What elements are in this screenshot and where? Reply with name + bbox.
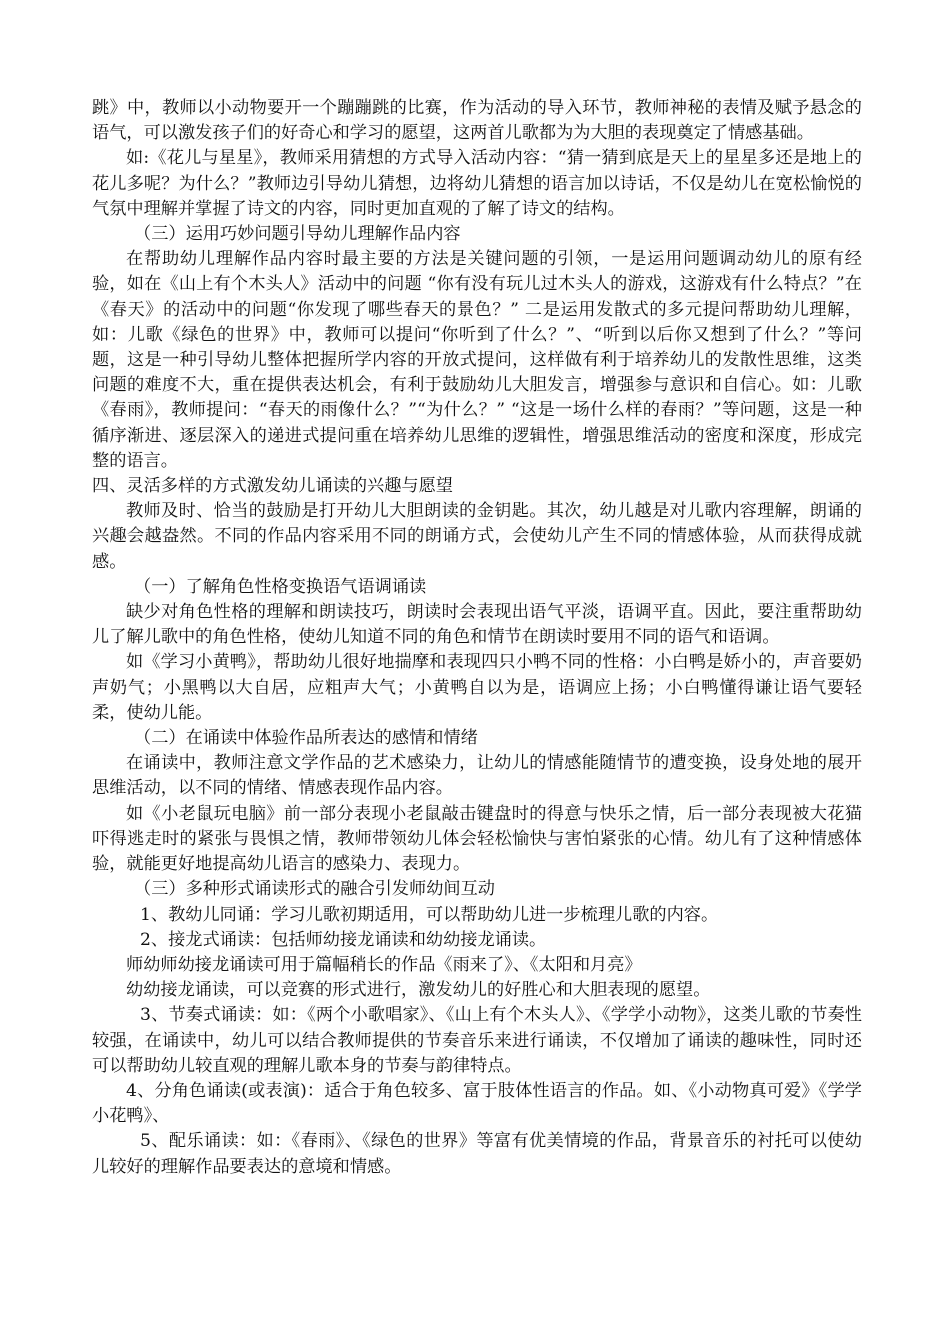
subheading-3-forms: （三）多种形式诵读形式的融合引发师幼间互动 <box>134 879 495 900</box>
paragraph-artistic-appeal: 在诵读中，教师注意文学作品的艺术感染力，让幼儿的情感能随情节的遭变换，设身处地的展开思维活动，以不同的情绪、情感表现作品内容。 <box>92 753 862 799</box>
subheading-2-emotion: （二）在诵读中体验作品所表达的感情和情绪 <box>134 728 478 749</box>
paragraph-flowers-and-stars: 如:《花儿与星星》，教师采用猜想的方式导入活动内容：“猜一猜到底是天上的星星多还是地上的花儿多呢？为什么？”教师边引导幼儿猜想，边将幼儿猜想的语言加以诗话，不仅是幼儿在宽松愉悦的气氛中理解并掌握了诗文的内容，同时更加直观的了解了诗文的结构。 <box>92 148 862 219</box>
section-heading-3-questions: （三）运用巧妙问题引导幼儿理解作品内容 <box>134 224 461 245</box>
list-item-2: 2、接龙式诵读：包括师幼接龙诵读和幼幼接龙诵读。 <box>140 929 547 950</box>
paragraph-key-questions: 在帮助幼儿理解作品内容时最主要的方法是关键问题的引领，一是运用问题调动幼儿的原有经验，如在《山上有个木头人》活动中的问题 “你有没有玩儿过木头人的游戏，这游戏有什么特点？”在《春天》的活动中的问题“你发现了哪些春天的景色？” 二是运用发散式的多元提问帮助幼儿理解，如：儿歌《绿色的世界》中，教师可以提问“你听到了什么？”、“听到以后你又想到了什么？”等问题，这是一种引导幼儿整体把握所学内容的开放式提问，这样做有利于培养幼儿的发散性思维，这类问题的难度不大，重在提供表达机会，有利于鼓励幼儿大胆发言，增强参与意识和自信心。如：儿歌《春雨》，教师提问：“春天的雨像什么？”“为什么？” “这是一场什么样的春雨？”等问题，这是一种循序渐进、逐层深入的递进式提问重在培养幼儿思维的逻辑性，增强思维活动的密度和深度，形成完整的语言。 <box>92 249 862 471</box>
list-item-5: 5、配乐诵读：如：《春雨》、《绿色的世界》等富有优美情境的作品，背景音乐的衬托可以使幼儿较好的理解作品要表达的意境和情感。 <box>92 1131 862 1177</box>
list-item-4: 4、分角色诵读(或表演)：适合于角色较多、富于肢体性语言的作品。如、《小动物真可爱》《学学小花鸭》、 <box>92 1080 862 1127</box>
paragraph-encouragement: 教师及时、恰当的鼓励是打开幼儿大胆朗读的金钥匙。其次，幼儿越是对儿歌内容理解，朗诵的兴趣会越盎然。不同的作品内容采用不同的朗诵方式，会使幼儿产生不同的情感体验，从而获得成就感。 <box>92 501 862 572</box>
list-item-3: 3、节奏式诵读：如：《两个小歌唱家》、《山上有个木头人》、《学学小动物》，这类儿歌的节奏性较强，在诵读中，幼儿可以结合教师提供的节奏音乐来进行诵读，不仅增加了诵读的趣味性，同时还可以帮助幼儿较直观的理解儿歌本身的节奏与韵律特点。 <box>92 1005 862 1076</box>
paragraph-little-ducks: 如《学习小黄鸭》，帮助幼儿很好地揣摩和表现四只小鸭不同的性格：小白鸭是娇小的，声音要奶声奶气；小黑鸭以大自居，应粗声大气；小黄鸭自以为是，语调应上扬；小白鸭懂得谦让语气要轻柔，使幼儿能。 <box>92 652 862 723</box>
paragraph-intro-continuation: 跳》中，教师以小动物要开一个蹦蹦跳的比赛，作为活动的导入环节，教师神秘的表情及赋予悬念的语气，可以激发孩子们的好奇心和学习的愿望，这两首儿歌都为为大胆的表现奠定了情感基础。 <box>92 98 862 144</box>
subheading-1-character: （一）了解角色性格变换语气语调诵读 <box>134 576 427 597</box>
paragraph-teacher-child-relay: 师幼师幼接龙诵读可用于篇幅稍长的作品《雨来了》、《太阳和月亮》 <box>126 954 642 975</box>
section-heading-4: 四、灵活多样的方式激发幼儿诵读的兴趣与愿望 <box>92 476 453 497</box>
paragraph-little-mouse: 如《小老鼠玩电脑》前一部分表现小老鼠敲击键盘时的得意与快乐之情，后一部分表现被大花猫吓得逃走时的紧张与畏惧之情，教师带领幼儿体会轻松愉快与害怕紧张的心情。幼儿有了这种情感体验，就能更好地提高幼儿语言的感染力、表现力。 <box>92 803 862 875</box>
document-body <box>92 96 862 1180</box>
list-item-1: 1、教幼儿同诵：学习儿歌初期适用，可以帮助幼儿进一步梳理儿歌的内容。 <box>140 904 719 925</box>
paragraph-child-child-relay: 幼幼接龙诵读，可以竞赛的形式进行，激发幼儿的好胜心和大胆表现的愿望。 <box>126 980 711 1001</box>
paragraph-character-skills: 缺少对角色性格的理解和朗读技巧，朗读时会表现出语气平淡，语调平直。因此，要注重帮助幼儿了解儿歌中的角色性格，使幼儿知道不同的角色和情节在朗读时要用不同的语气和语调。 <box>92 602 862 648</box>
